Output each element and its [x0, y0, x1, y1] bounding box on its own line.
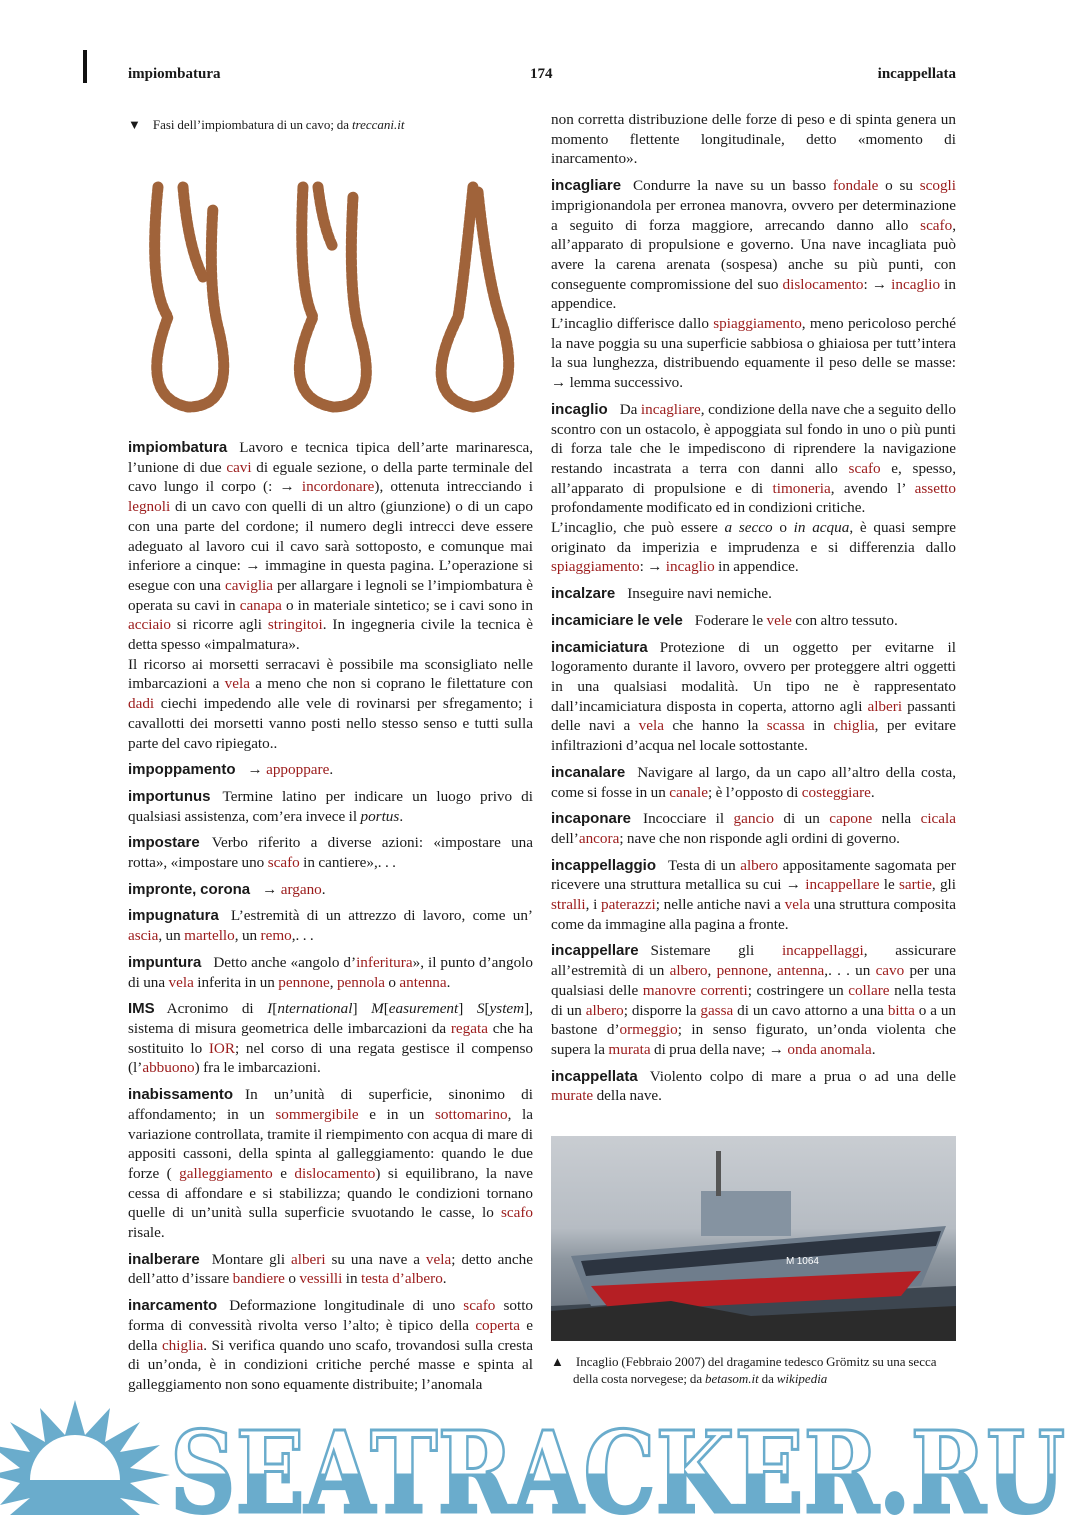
entry-paragraph — [128, 880, 533, 900]
cross-reference-link[interactable]: stringitoi — [267, 616, 323, 634]
headword: impuntura — [128, 953, 202, 971]
entry-paragraph — [551, 856, 956, 935]
text-run: Incaglio (Febbraio 2007) del dragamine tedesco Grömitz su una secca della costa norvegese; da — [573, 1354, 937, 1387]
cross-reference-link[interactable]: pennola — [336, 973, 386, 991]
dictionary-entry — [128, 999, 533, 1078]
text-run: . In ingegneria civile la tecnica è detta spesso «impalmatura». — [128, 616, 533, 654]
cross-reference-link[interactable]: chiglia — [161, 1336, 204, 1354]
cross-reference-link[interactable]: murate — [551, 1087, 594, 1105]
headword: incappellaggio — [551, 856, 657, 874]
text-run: ; detto anche dell’atto d’issare — [128, 1250, 533, 1288]
text-run: , — [329, 973, 337, 991]
text-run: a meno che non si coprano le filettature con — [249, 675, 534, 693]
cross-reference-link[interactable]: incagliare — [640, 400, 701, 418]
text-run: : → — [639, 558, 666, 576]
italic-text: wikipedia — [776, 1371, 828, 1387]
cross-reference-link[interactable]: dadi — [128, 695, 155, 713]
cross-reference-link[interactable]: dislocamento — [782, 275, 864, 293]
cross-reference-link[interactable]: vela — [224, 675, 250, 693]
cross-reference-link[interactable]: galleggiamento — [179, 1164, 273, 1182]
italic-text: S — [476, 1000, 485, 1018]
italic-text: M — [371, 1000, 384, 1018]
cross-reference-link[interactable]: albero — [740, 856, 779, 874]
cross-reference-link[interactable]: canale — [669, 783, 708, 801]
text-run: Acronimo di — [166, 1000, 268, 1018]
cross-reference-link[interactable]: remo — [260, 927, 292, 945]
text-run: , — [707, 962, 717, 980]
cross-reference-link[interactable]: bitta — [887, 1001, 915, 1019]
text-run: . — [446, 973, 451, 991]
text-run: , la variazione controllata, tramite il riempimento con acqua di mare di appositi cassoni, della spinta al galleggiamento: quando le due forze ( — [128, 1105, 533, 1182]
entry-paragraph — [551, 763, 956, 802]
watermark-logo — [0, 1400, 1080, 1515]
text-run: risale. — [128, 1224, 165, 1242]
cross-reference-link[interactable]: scassa — [766, 717, 805, 735]
entry-paragraph — [551, 1067, 956, 1106]
cross-reference-link[interactable]: regata — [450, 1019, 488, 1037]
cross-reference-link[interactable]: spiaggiamento — [713, 315, 802, 333]
text-run: di un cavo attorno a una — [733, 1001, 888, 1019]
text-run: , i — [585, 896, 601, 914]
text-run: ; nelle antiche navi a — [655, 896, 785, 914]
dictionary-entry — [128, 1250, 533, 1289]
sun-icon — [0, 1400, 170, 1515]
entry-paragraph — [551, 638, 956, 756]
text-run: . — [871, 1040, 876, 1058]
text-run: ; nave che non risponde agli ordini di governo. — [619, 829, 900, 847]
dictionary-entry — [128, 880, 533, 900]
headword: incanalare — [551, 763, 626, 781]
cross-reference-link[interactable]: canapa — [239, 596, 282, 614]
cross-reference-link[interactable]: incordonare — [301, 478, 375, 496]
text-run: . — [321, 880, 326, 898]
text-run: per una qualsiasi delle — [551, 962, 957, 999]
cross-reference-link[interactable]: cavo — [875, 962, 905, 980]
headword: inalberare — [128, 1250, 200, 1268]
text-run: Foderare le — [694, 611, 767, 629]
text-run: in appendice. — [551, 275, 956, 313]
headword: impostare — [128, 834, 200, 852]
headword: incaponare — [551, 810, 632, 828]
italic-text: easurement — [388, 1000, 459, 1018]
cross-reference-link[interactable]: cavi — [226, 458, 252, 476]
cross-reference-link[interactable]: albero — [585, 1001, 624, 1019]
text-run: Detto anche «angolo d’ — [213, 953, 357, 971]
text-run: Violento colpo di mare a prua o ad una delle — [649, 1067, 956, 1085]
entry-paragraph — [551, 110, 956, 169]
watermark-text: SEATRACKER.RU — [170, 1408, 1065, 1515]
cross-reference-link[interactable]: fondale — [832, 177, 879, 195]
text-run: e, spesso, all’apparato di propulsione e di — [551, 459, 956, 497]
cross-reference-link[interactable]: ormeggio — [619, 1021, 678, 1039]
cross-reference-link[interactable]: appoppare — [266, 761, 330, 779]
cross-reference-link[interactable]: incaglio — [891, 275, 941, 293]
text-run: , un — [158, 927, 185, 945]
splice-figure — [128, 147, 533, 417]
cross-reference-link[interactable]: vela — [784, 896, 810, 914]
text-run: . — [329, 761, 334, 779]
text-run: Condurre la nave su un basso — [633, 177, 833, 195]
cross-reference-link[interactable]: assetto — [914, 479, 956, 497]
dictionary-entry — [128, 833, 533, 872]
text-run: dell’ — [551, 829, 579, 847]
ship-illustration — [551, 1136, 956, 1341]
text-run: Sistemare gli — [650, 942, 782, 960]
italic-text: nternational — [277, 1000, 353, 1018]
text-run: Incocciare il — [643, 810, 734, 828]
cross-reference-link[interactable]: stralli — [551, 896, 586, 914]
dictionary-entry — [551, 611, 956, 631]
text-run: Navigare al largo, da un capo all’altro della costa, come si fosse in un — [551, 763, 956, 801]
dictionary-entry — [128, 953, 533, 992]
entry-paragraph — [128, 760, 533, 780]
text-run: su una nave a — [325, 1250, 426, 1268]
cross-reference-link[interactable]: IOR — [208, 1039, 236, 1057]
cross-reference-link[interactable]: gancio — [733, 810, 774, 828]
entry-paragraph — [128, 999, 533, 1078]
dictionary-entry — [551, 1067, 956, 1106]
text-run: nella — [872, 810, 921, 828]
cross-reference-link[interactable]: vessilli — [299, 1270, 343, 1288]
right-column — [551, 110, 956, 1387]
text-run: o — [385, 973, 400, 991]
dictionary-entry — [551, 856, 956, 935]
entry-paragraph — [128, 655, 533, 754]
text-run: ] — [352, 1000, 372, 1018]
dictionary-entry — [551, 110, 956, 169]
text-run: ), ottenuta intrecciando i — [374, 478, 533, 496]
cross-reference-link[interactable]: scafo — [267, 854, 300, 872]
text-run: le — [879, 876, 899, 894]
text-run: o — [772, 519, 794, 537]
cross-reference-link[interactable]: scafo — [500, 1204, 533, 1222]
header-left-term: impiombatura — [128, 66, 221, 82]
headword: incalzare — [551, 585, 616, 603]
text-run: si ricorre agli — [171, 616, 268, 634]
text-run: ; disporre la — [623, 1001, 701, 1019]
cross-reference-link[interactable]: martello — [184, 927, 235, 945]
cross-reference-link[interactable]: acciaio — [128, 616, 171, 634]
text-run: profondamente modificato ed in condizioni critiche. — [551, 499, 866, 517]
text-run: . — [399, 807, 404, 825]
cross-reference-link[interactable]: scafo — [848, 459, 881, 477]
text-run: passanti delle navi a — [551, 697, 956, 735]
text-run: ,. . . un — [824, 962, 876, 980]
text-run: , all’apparato di propulsione e governo. Una nave incagliata può avere la carena arenata (sospesa) anche su più punti, con conseguente compromissione del suo — [551, 216, 956, 293]
text-run: , — [768, 962, 778, 980]
text-run: . — [870, 783, 875, 801]
text-run: una struttura composita come da immagine alla pagina a fronte. — [551, 896, 956, 933]
text-run: L’estremità di un attrezzo di lavoro, come un’ — [230, 907, 533, 925]
text-run: , un — [234, 927, 261, 945]
cross-reference-link[interactable]: pennone — [278, 973, 330, 991]
headword: importunus — [128, 787, 211, 805]
entry-paragraph — [128, 906, 533, 945]
text-run: Testa di un — [668, 856, 741, 874]
cross-reference-link[interactable]: alberi — [867, 697, 903, 715]
text-run: in cantiere»,. . . — [299, 854, 396, 872]
rope-splice-illustration — [128, 147, 533, 417]
text-run: ; è l’opposto di — [708, 783, 802, 801]
seatracker-watermark — [0, 1400, 1080, 1515]
italic-text: I — [267, 1000, 273, 1018]
cross-reference-link[interactable]: albero — [669, 962, 708, 980]
entry-paragraph — [551, 584, 956, 604]
text-run: della nave. — [593, 1087, 662, 1105]
text-run: o in materiale sintetico; se i cavi sono in — [281, 596, 533, 614]
cross-reference-link[interactable]: pennone — [716, 962, 769, 980]
cross-reference-link[interactable]: inferitura — [356, 953, 413, 971]
cross-reference-link[interactable]: argano — [280, 880, 322, 898]
text-run: Lavoro e tecnica tipica dell’arte marinaresca, l’unione di due — [128, 439, 533, 476]
dictionary-entry — [551, 638, 956, 756]
text-run: da — [758, 1371, 777, 1387]
text-run: ) si equilibrano, la nave cessa di affondare e si stabilizza; quando le condizioni tornano quelle di un’unità sulla superficie svuotando le casse, lo — [128, 1164, 533, 1222]
entry-paragraph — [551, 809, 956, 848]
text-run: in — [804, 717, 834, 735]
text-run: sotto forma di convessità rivolta verso l’alto; è tipico della — [128, 1297, 534, 1334]
entry-paragraph — [128, 953, 533, 992]
cross-reference-link[interactable]: abbuono — [142, 1059, 195, 1077]
italic-text: a secco — [724, 519, 773, 537]
dictionary-entry — [128, 1296, 533, 1395]
cross-reference-link[interactable]: incappellare — [805, 876, 880, 894]
text-run: , per evitare infiltrazioni d’acqua nel locale sottostante. — [551, 717, 956, 755]
text-run: . — [442, 1270, 447, 1288]
text-run: : → — [863, 275, 892, 293]
text-run: per allargare i legnoli se l’impiombatura è operata su cavi in — [128, 576, 533, 614]
text-run: ciechi impedendo alle vele di rovinarsi per sfregamento; i cavallotti dei morsetti vanno posti nello stesso senso e tutti sulla parte del cavo ripiegato.. — [128, 695, 533, 752]
italic-text: betasom.it — [704, 1371, 759, 1387]
dictionary-entry — [551, 809, 956, 848]
entry-paragraph — [551, 941, 956, 1059]
headword: inarcamento — [128, 1297, 218, 1315]
cross-reference-link[interactable]: ascia — [128, 927, 159, 945]
headword: incappellare — [551, 942, 639, 960]
entry-paragraph — [551, 400, 956, 518]
cross-reference-link[interactable]: timoneria — [772, 479, 831, 497]
cross-reference-link[interactable]: spiaggiamento — [551, 558, 640, 576]
page-number: 174 — [530, 66, 553, 82]
dictionary-entry — [551, 176, 956, 393]
cross-reference-link[interactable]: vele — [766, 611, 792, 629]
headword: incagliare — [551, 177, 622, 195]
cross-reference-link[interactable]: cicala — [920, 810, 956, 828]
cross-reference-link[interactable]: costeggiare — [801, 783, 871, 801]
text-run: imprigionandola per erronea manovra, ovvero per determinazione a seguito di forza maggiore, arrecando danno allo — [551, 196, 956, 234]
entry-paragraph — [551, 518, 956, 577]
text-run: con altro tessuto. — [791, 611, 898, 629]
text-run: o a un bastone d’ — [551, 1001, 957, 1039]
italic-text: portus — [360, 807, 400, 825]
cross-reference-link[interactable]: vela — [168, 973, 194, 991]
text-run: [ — [484, 1000, 490, 1018]
stranded-ship-photo — [551, 1136, 956, 1341]
cross-reference-link[interactable]: chiglia — [833, 717, 875, 735]
headword: impiombatura — [128, 439, 228, 456]
cross-reference-link[interactable]: antenna — [777, 962, 825, 980]
text-run: Protezione di un oggetto per evitarne il logoramento durante il lavoro, ovvero per proteggere altri oggetti in una qualsiasi modalità. Un tipo ne è rappresentato dall’incamiciatura disposta in coperta, attorno agli — [551, 638, 956, 715]
text-run: inferita in un — [193, 973, 279, 991]
headword: incaglio — [551, 400, 608, 418]
text-run: ,. . . — [291, 927, 314, 945]
text-run: ; nel corso di una regata gestisce il compenso (l’ — [128, 1039, 533, 1077]
text-run: », il punto d’angolo di una — [128, 953, 533, 991]
entry-paragraph — [128, 1296, 533, 1395]
text-run: [ — [272, 1000, 278, 1018]
cross-reference-link[interactable]: antenna — [399, 973, 447, 991]
entry-paragraph — [128, 833, 533, 872]
text-run: , gli — [931, 876, 956, 894]
text-run: o su — [878, 177, 920, 195]
text-run: non corretta distribuzione delle forze di peso e di spinta genera un momento flettente longitudinale, detto «momento di inarcamento». — [551, 111, 956, 168]
text-run: L’incaglio differisce dallo — [551, 315, 714, 333]
dictionary-entry — [128, 1085, 533, 1243]
header-right-term: incappellata — [877, 66, 956, 82]
dictionary-entry — [551, 584, 956, 604]
cross-reference-link[interactable]: murata — [608, 1040, 651, 1058]
text-run: Il ricorso ai morsetti serracavi è possibile ma sconsigliato nelle imbarcazioni a — [128, 655, 533, 693]
text-run: ; in senso figurato, un’onda violenta che supera la — [551, 1021, 956, 1058]
text-run: Da — [619, 400, 641, 418]
cross-reference-link[interactable]: ancora — [578, 829, 620, 847]
cross-reference-link[interactable]: scafo — [463, 1297, 496, 1315]
italic-text: in acqua — [793, 519, 850, 537]
cross-reference-link[interactable]: vela — [638, 717, 664, 735]
cross-reference-link[interactable]: alberi — [291, 1250, 326, 1268]
text-run: , è quasi sempre originato da imperizia e imprudenza e si differenzia dallo — [551, 519, 956, 556]
text-run: e in un — [358, 1105, 435, 1123]
left-column — [128, 116, 533, 1402]
cross-reference-link[interactable]: incaglio — [665, 558, 715, 576]
text-run: , assicurare all’estremità di un — [551, 942, 956, 980]
headword: inabissamento — [128, 1086, 234, 1104]
text-run: in — [342, 1270, 361, 1288]
cross-reference-link[interactable]: capone — [829, 810, 873, 828]
text-run: che ha sostituito lo — [128, 1019, 533, 1057]
text-run: di un cavo con quelli di un altro (giunzione) o di un capo con una parte del cordone; il numero degli intrecci deve essere adeguato al lavoro cui il cavo sarà sottoposto, e comunque mai inferiore a cinque: → immagine in questa pagina. L’operazione si esegue con una — [128, 498, 533, 594]
text-run: di eguale sezione, o della parte terminale del cavo lungo il corpo (: → — [128, 458, 533, 496]
cross-reference-link[interactable]: scafo — [920, 216, 953, 234]
text-run: ; costringere un — [747, 981, 849, 999]
text-run: o — [284, 1270, 300, 1288]
text-run: Fasi dell’impiombatura di un cavo; da — [152, 117, 352, 132]
caption-marker-icon: ▲ — [551, 1354, 564, 1370]
cross-reference-link[interactable]: sottomarino — [435, 1105, 508, 1123]
entry-paragraph — [551, 314, 956, 393]
text-run: ] — [458, 1000, 477, 1018]
cross-reference-link[interactable]: manovre correnti — [642, 981, 748, 999]
cross-reference-link[interactable]: vela — [425, 1250, 452, 1268]
text-run: di un — [774, 810, 830, 828]
figure-caption-ship — [551, 1353, 956, 1387]
cross-reference-link[interactable]: bandiere — [232, 1270, 285, 1288]
text-run: In un’unità di superficie, sinonimo di affondamento; in un — [128, 1086, 533, 1123]
dictionary-entry — [128, 906, 533, 945]
dictionary-entry — [128, 438, 533, 753]
margin-bar — [83, 50, 87, 83]
dictionary-entry — [128, 787, 533, 826]
cross-reference-link[interactable]: incappellaggi — [781, 942, 864, 960]
text-run: nella testa di un — [551, 981, 956, 1019]
cross-reference-link[interactable]: caviglia — [224, 576, 274, 594]
text-run: → — [262, 880, 281, 898]
figure-caption-splice — [128, 116, 533, 133]
cross-reference-link[interactable]: sartie — [898, 876, 932, 894]
headword: impronte, corona — [128, 880, 251, 898]
dictionary-entry — [551, 763, 956, 802]
text-run: Termine latino per indicare un luogo privo di qualsiasi assistenza, com’era invece il — [128, 787, 533, 825]
cross-reference-link[interactable]: paterazzi — [600, 896, 656, 914]
dictionary-entry — [551, 400, 956, 577]
cross-reference-link[interactable]: scogli — [919, 177, 956, 195]
entry-paragraph — [128, 787, 533, 826]
cross-reference-link[interactable]: dislocamento — [294, 1164, 376, 1182]
text-run: Inseguire navi nemiche. — [627, 585, 772, 603]
text-run: ) fra le imbarcazioni. — [194, 1059, 321, 1077]
cross-reference-link[interactable]: onda anomala — [787, 1040, 872, 1058]
text-run: . Si verifica quando uno scafo, trovandosi sulla cresta di un’onda, è in condizioni critiche perché masse e spinta al galleggiamento non sono equamente distribuite; l’anomala — [128, 1336, 533, 1393]
cross-reference-link[interactable]: coperta — [475, 1316, 520, 1334]
text-run: Montare gli — [211, 1250, 291, 1268]
text-run: in appendice. — [714, 558, 799, 576]
headword: IMS — [128, 1000, 155, 1018]
text-run: e della — [128, 1316, 533, 1354]
cross-reference-link[interactable]: legnoli — [128, 498, 171, 516]
text-run: e — [272, 1164, 295, 1182]
text-run: che hanno la — [663, 717, 767, 735]
entry-paragraph — [128, 438, 533, 655]
text-run: Deformazione longitudinale di uno — [229, 1297, 464, 1315]
text-run: → — [247, 761, 267, 779]
text-run: , avendo l’ — [830, 479, 915, 497]
cross-reference-link[interactable]: gassa — [700, 1001, 734, 1019]
cross-reference-link[interactable]: testa d’albero — [360, 1270, 443, 1288]
entry-paragraph — [551, 611, 956, 631]
italic-text: ystem — [489, 1000, 525, 1018]
text-run: [ — [383, 1000, 389, 1018]
dictionary-entry — [551, 941, 956, 1059]
text-run: L’incaglio, che può essere — [551, 519, 725, 537]
dictionary-entry — [128, 760, 533, 780]
headword: incamiciare le vele — [551, 611, 683, 629]
headword: incappellata — [551, 1067, 638, 1085]
text-run: appositamente sagomata per ricevere una struttura metallica su cui → — [551, 856, 956, 894]
text-run: , meno pericoloso perché la nave poggia su una superficie sabbiosa o ghiaiosa per tutt’intera la sua lunghezza, distribuendo equamente il peso delle se masse: → lemma successivo. — [551, 315, 956, 392]
cross-reference-link[interactable]: collare — [848, 981, 890, 999]
text-run: Verbo riferito a diverse azioni: «impostare una rotta», «impostare uno — [128, 834, 533, 872]
text-run: di prua della nave; → — [650, 1040, 788, 1058]
headword: impoppamento — [128, 761, 236, 779]
headword: impugnatura — [128, 907, 219, 925]
entry-paragraph — [551, 176, 956, 314]
text-run: ], sistema di misura geometrica delle imbarcazioni da — [128, 1000, 533, 1037]
cross-reference-link[interactable]: sommergibile — [275, 1105, 359, 1123]
text-run: , condizione della nave che a seguito dello scontro con un ostacolo, è appoggiata sul fondo in uno o più punti di forza tale che le impediscono di riprendere la navigazione restando incastrata a terra con danni allo — [551, 400, 956, 477]
hull-number: M 1064 — [786, 1256, 819, 1268]
caption-marker-icon: ▼ — [128, 117, 141, 132]
headword: incamiciatura — [551, 638, 648, 656]
entry-paragraph — [128, 1250, 533, 1289]
entry-paragraph — [128, 1085, 533, 1243]
italic-text: treccani.it — [351, 117, 405, 132]
